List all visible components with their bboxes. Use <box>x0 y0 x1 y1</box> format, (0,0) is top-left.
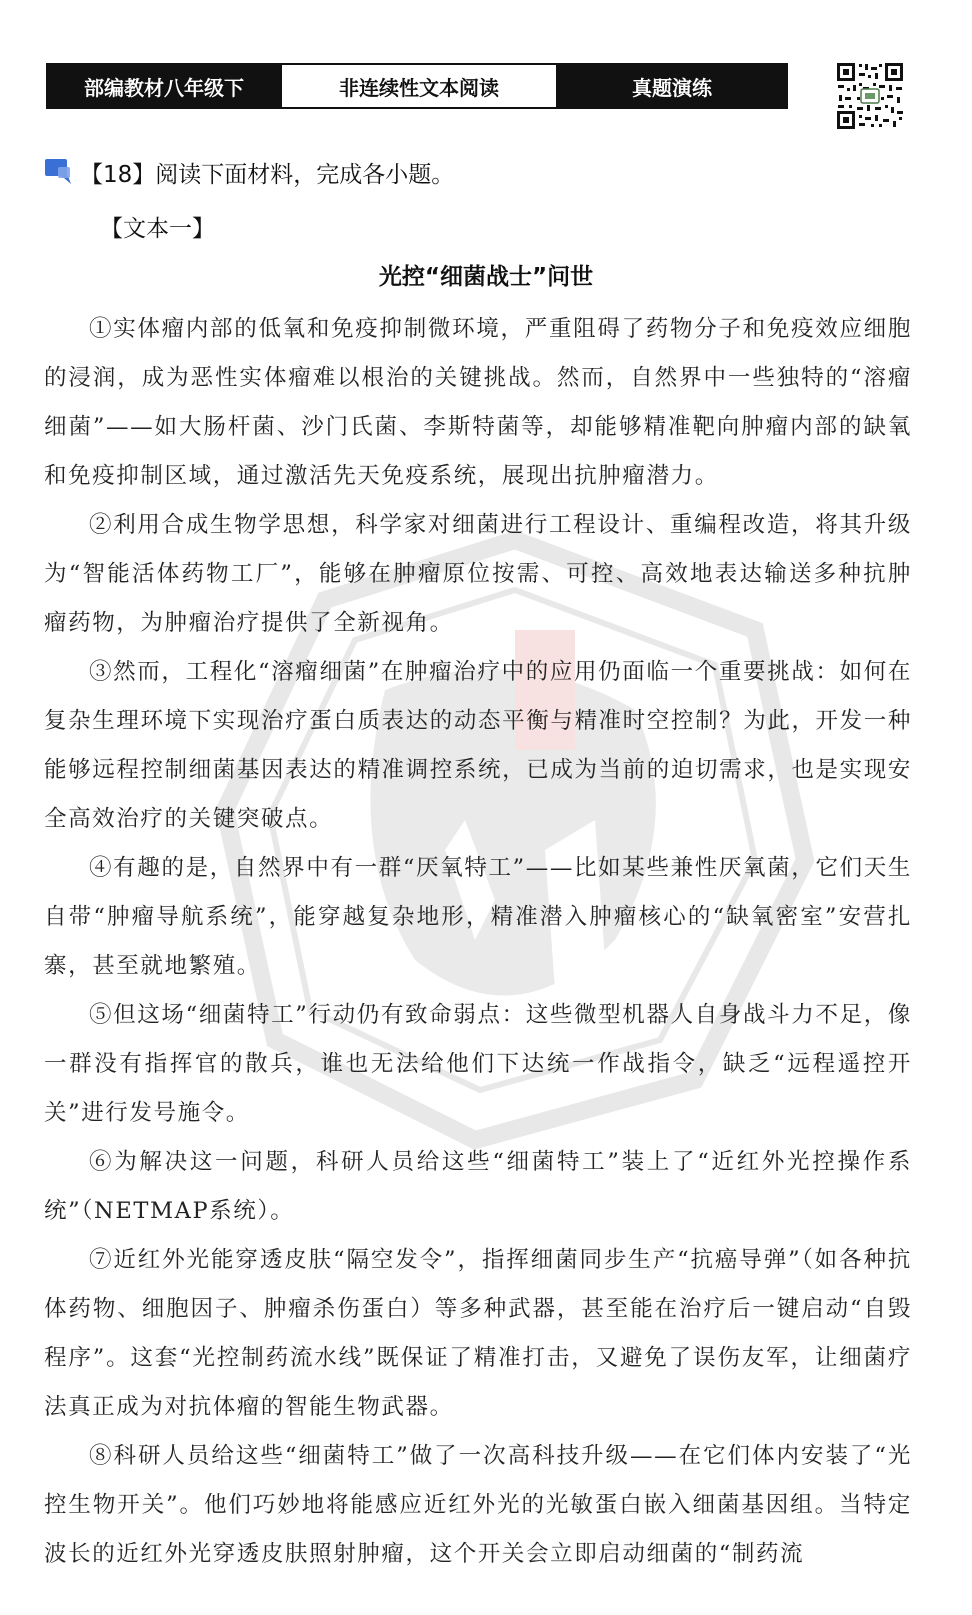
paragraph-2: ②利用合成生物学思想，科学家对细菌进行工程设计、重编程改造，将其升级为“智能活体药物工厂”，能够在肿瘤原位按需、可控、高效地表达输送多种抗肿瘤药物，为肿瘤治疗提供了全新视角。 <box>44 512 912 636</box>
paragraph-5: ⑤但这场“细菌特工”行动仍有致命弱点：这些微型机器人自身战斗力不足，像一群没有指挥官的散兵，谁也无法给他们下达统一作战指令，缺乏“远程遥控开关”进行发号施令。 <box>44 1002 912 1126</box>
paragraph-7: ⑦近红外光能穿透皮肤“隔空发令”，指挥细菌同步生产“抗癌导弹”（如各种抗体药物、细胞因子、肿瘤杀伤蛋白）等多种武器，甚至能在治疗后一键启动“自毁程序”。这套“光控制药流水线”既保证了精准打击，又避免了误伤友军，让细菌疗法真正成为对抗体瘤的智能生物武器。 <box>44 1247 912 1420</box>
question-text: 【18】阅读下面材料，完成各小题。 <box>80 161 455 188</box>
paragraph-8: ⑧科研人员给这些“细菌特工”做了一次高科技升级——在它们体内安装了“光控生物开关”。他们巧妙地将能感应近红外光的光敏蛋白嵌入细菌基因组。当特定波长的近红外光穿透皮肤照射肿瘤，这个开关会立即启动细菌的“制药流 <box>44 1443 912 1567</box>
header-section-label: 真题演练 <box>558 65 786 107</box>
question-prompt <box>44 152 454 192</box>
speech-bubble-icon <box>44 157 74 187</box>
header-topic-label: 非连续性文本阅读 <box>280 65 558 107</box>
section-label: 【文本一】 <box>100 216 215 242</box>
header-textbook-label: 部编教材八年级下 <box>48 65 280 107</box>
qr-code-icon <box>835 61 905 131</box>
paragraph-6: ⑥为解决这一问题，科研人员给这些“细菌特工”装上了“近红外光控操作系统”（NETMAP系统）。 <box>44 1149 912 1224</box>
header-bar <box>46 63 788 109</box>
paragraph-4: ④有趣的是，自然界中有一群“厌氧特工”——比如某些兼性厌氧菌，它们天生自带“肿瘤导航系统”，能穿越复杂地形，精准潜入肿瘤核心的“缺氧密室”安营扎寨，甚至就地繁殖。 <box>44 855 912 979</box>
article-body <box>44 305 912 1579</box>
article-title: 光控“细菌战士”问世 <box>378 264 594 290</box>
paragraph-1: ①实体瘤内部的低氧和免疫抑制微环境，严重阻碍了药物分子和免疫效应细胞的浸润，成为恶性实体瘤难以根治的关键挑战。然而，自然界中一些独特的“溶瘤细菌”——如大肠杆菌、沙门氏菌、李斯特菌等，却能够精准靶向肿瘤内部的缺氧和免疫抑制区域，通过激活先天免疫系统，展现出抗肿瘤潜力。 <box>44 316 912 489</box>
paragraph-3: ③然而，工程化“溶瘤细菌”在肿瘤治疗中的应用仍面临一个重要挑战：如何在复杂生理环境下实现治疗蛋白质表达的动态平衡与精准时空控制？为此，开发一种能够远程控制细菌基因表达的精准调控系统，已成为当前的迫切需求，也是实现安全高效治疗的关键突破点。 <box>44 659 912 832</box>
